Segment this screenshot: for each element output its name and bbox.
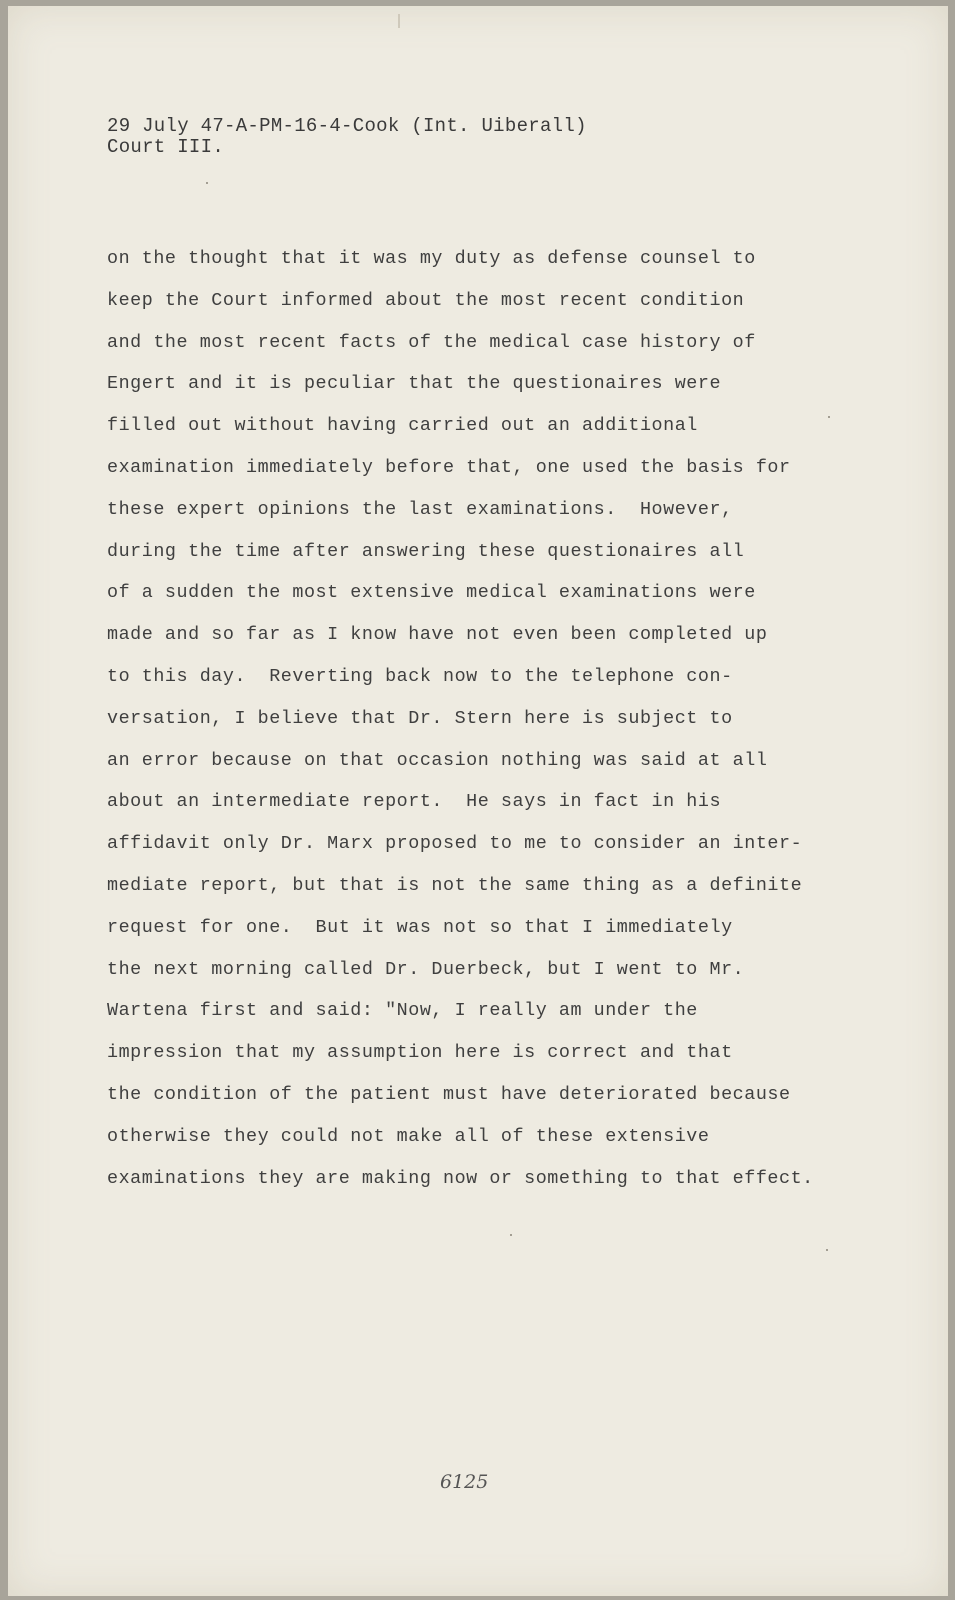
body-line: examinations they are making now or something to that effect. [107,1167,814,1189]
page-number: 6125 [440,1471,489,1493]
paper-speck [828,416,830,418]
paper-speck [510,1234,512,1236]
body-line: Engert and it is peculiar that the questionaires were [107,373,722,395]
paper-speck [826,1249,828,1251]
body-line: impression that my assumption here is correct and that [107,1042,733,1064]
body-line: otherwise they could not make all of these extensive [107,1125,710,1147]
body-line: filled out without having carried out an additional [107,415,698,437]
header-line-1: 29 July 47-A-PM-16-4-Cook (Int. Uiberall) [107,115,587,137]
body-line: the condition of the patient must have deteriorated because [107,1083,791,1105]
body-line: keep the Court informed about the most recent condition [107,289,745,311]
document-header [107,116,587,158]
paper-speck [206,182,208,184]
body-line: about an intermediate report. He says in fact in his [107,791,722,813]
body-line: mediate report, but that is not the same thing as a definite [107,874,803,896]
body-line: on the thought that it was my duty as defense counsel to [107,248,756,269]
body-line: request for one. But it was not so that I immediately [107,916,733,938]
body-line: and the most recent facts of the medical case history of [107,331,756,353]
body-line: the next morning called Dr. Duerbeck, but I went to Mr. [107,958,745,980]
body-line: examination immediately before that, one used the basis for [107,456,791,478]
body-line: of a sudden the most extensive medical examinations were [107,582,756,604]
body-line: during the time after answering these questionaires all [107,540,745,562]
body-line: these expert opinions the last examinations. However, [107,498,733,520]
body-line: to this day. Reverting back now to the telephone con- [107,665,733,687]
body-line: affidavit only Dr. Marx proposed to me to consider an inter- [107,833,803,855]
document-page [8,6,948,1596]
paper-crease [398,14,400,28]
body-text [107,238,867,1199]
body-line: made and so far as I know have not even been completed up [107,624,768,646]
header-line-2: Court III. [107,136,225,158]
body-line: versation, I believe that Dr. Stern here is subject to [107,707,733,729]
body-line: an error because on that occasion nothing was said at all [107,749,768,771]
body-line: Wartena first and said: "Now, I really am under the [107,1000,698,1022]
